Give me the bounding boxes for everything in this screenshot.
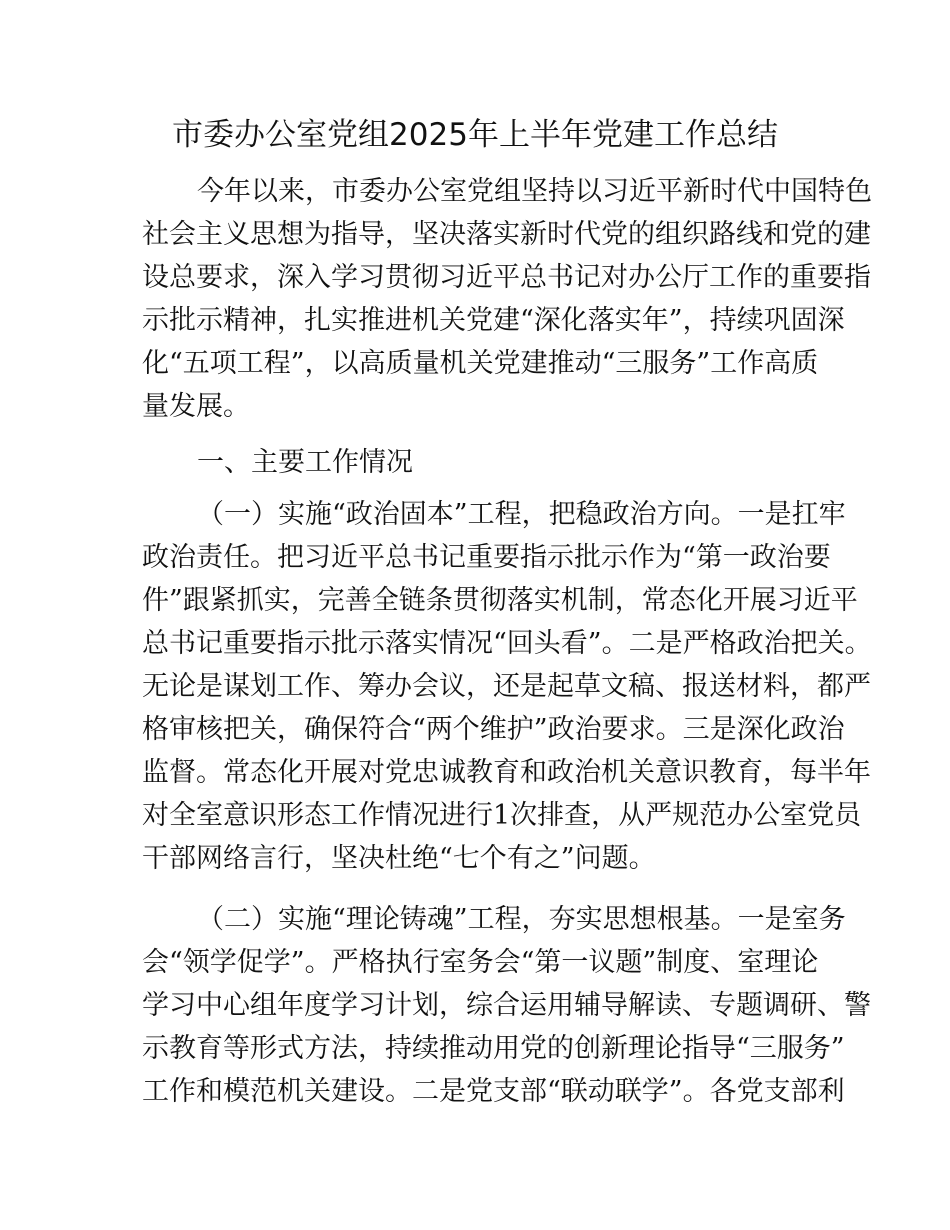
text-line: 学习中心组年度学习计划，综合运用辅导解读、专题调研、警 bbox=[142, 990, 871, 1021]
section-2-paragraph bbox=[142, 898, 871, 1113]
section-1-paragraph bbox=[142, 493, 872, 880]
text-line: 示教育等形式方法，持续推动用党的创新理论指导“三服务” bbox=[142, 1033, 845, 1064]
document-body bbox=[142, 170, 872, 1113]
document-title: 市委办公室党组2025年上半年党建工作总结 bbox=[172, 117, 778, 153]
text-line: 今年以来，市委办公室党组坚持以习近平新时代中国特色 bbox=[197, 176, 872, 207]
heading-text: 一、主要工作情况 bbox=[197, 447, 413, 478]
text-line: 无论是谋划工作、筹办会议，还是起草文稿、报送材料，都严 bbox=[142, 671, 871, 702]
intro-paragraph bbox=[142, 170, 872, 428]
text-line: 工作和模范机关建设。二是党支部“联动联学”。各党支部利 bbox=[142, 1076, 845, 1107]
text-line: 对全室意识形态工作情况进行1次排查，从严规范办公室党员 bbox=[142, 800, 862, 831]
text-line: （一）实施“政治固本”工程，把稳政治方向。一是扛牢 bbox=[197, 499, 846, 530]
text-line: 示批示精神，扎实推进机关党建“深化落实年”，持续巩固深 bbox=[142, 305, 845, 336]
text-line: 总书记重要指示批示落实情况“回头看”。二是严格政治把关。 bbox=[142, 628, 872, 659]
text-line: 格审核把关，确保符合“两个维护”政治要求。三是深化政治 bbox=[142, 714, 845, 745]
text-line: 干部网络言行，坚决杜绝“七个有之”问题。 bbox=[142, 843, 656, 874]
text-line: 设总要求，深入学习贯彻习近平总书记对办公厅工作的重要指 bbox=[142, 262, 871, 293]
text-line: （二）实施“理论铸魂”工程，夯实思想根基。一是室务 bbox=[197, 904, 846, 935]
text-line: 量发展。 bbox=[142, 391, 250, 422]
section-heading bbox=[142, 441, 809, 484]
text-line: 监督。常态化开展对党忠诚教育和政治机关意识教育，每半年 bbox=[142, 757, 871, 788]
text-line: 政治责任。把习近平总书记重要指示批示作为“第一政治要 bbox=[142, 542, 831, 573]
text-line: 会“领学促学”。严格执行室务会“第一议题”制度、室理论 bbox=[142, 947, 819, 978]
text-line: 社会主义思想为指导，坚决落实新时代党的组织路线和党的建 bbox=[142, 219, 871, 250]
text-line: 件”跟紧抓实，完善全链条贯彻落实机制，常态化开展习近平 bbox=[142, 585, 858, 616]
text-line: 化“五项工程”，以高质量机关党建推动“三服务”工作高质 bbox=[142, 348, 819, 379]
